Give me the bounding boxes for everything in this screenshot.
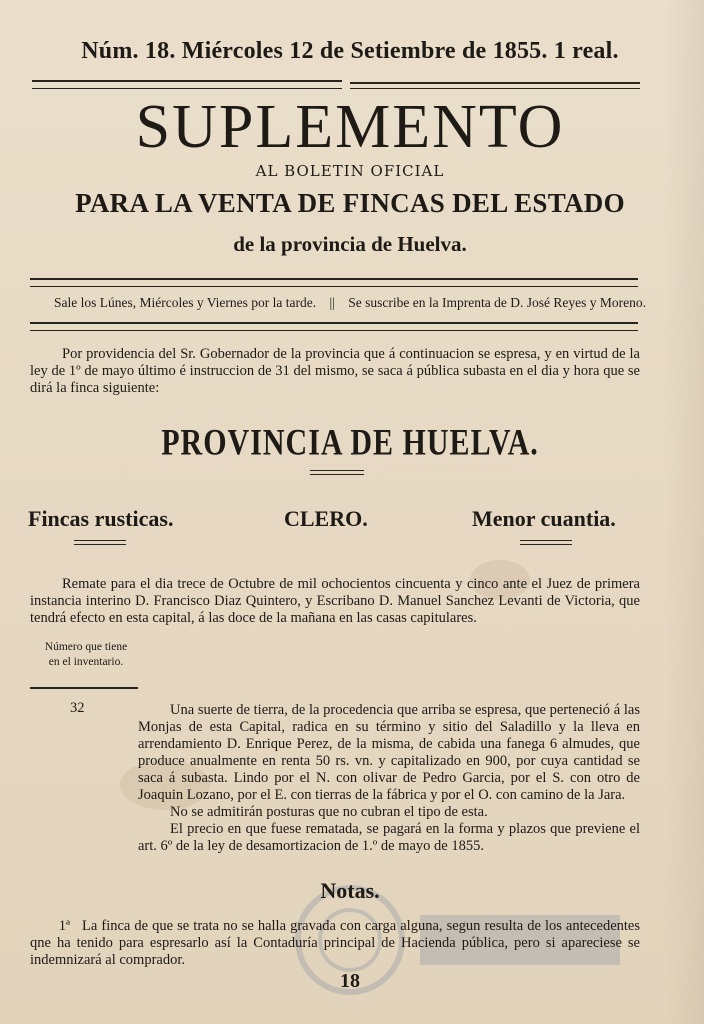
- issue-line: Núm. 18. Miércoles 12 de Setiembre de 1855. 1 real.: [81, 38, 619, 64]
- category-center: CLERO.: [284, 506, 368, 531]
- publication-separator: ||: [329, 295, 335, 310]
- inventory-description-3: El precio en que fuese rematada, se pagará en la forma y plazos que previene el art. 6º de la ley de desamortizacion de 1.º de mayo de 1855.: [138, 821, 640, 854]
- masthead-subtitle-2: PARA LA VENTA DE FINCAS DEL ESTADO: [75, 188, 625, 218]
- category-divider-left: [74, 540, 126, 545]
- publication-line: [26, 295, 674, 311]
- inventory-description-2: No se admitirán posturas que no cubran el tipo de esta.: [170, 804, 488, 820]
- category-divider-right: [520, 540, 572, 545]
- category-left: Fincas rusticas.: [28, 506, 174, 531]
- note-item-number: 1ª: [58, 918, 70, 934]
- masthead-rule: [30, 278, 638, 287]
- province-divider: [310, 470, 364, 475]
- province-heading: PROVINCIA DE HUELVA.: [161, 422, 539, 464]
- header-rule-right: [350, 82, 640, 89]
- inventory-description-1: Una suerte de tierra, de la procedencia que arriba se espresa, que perteneció á las Monjas de esta Capital, radica en su término y sitio del Saladillo y la lleva en arrendamiento D. Enrique Perez, de la misma, de cabida una fanega 6 almudes, que produce anualmente en renta 50 rs. vn. y capitalizado en 900, por cuya cantidad se saca á subasta. Lindo por el N. con olivar de Pedro Garcia, por el S. con otro de Joaquin Lozano, por el E. con tierras de la fábrica y por el O. con camino de la Jara.: [138, 702, 640, 803]
- masthead-title: SUPLEMENTO: [135, 93, 565, 161]
- publication-subscription: Se suscribe en la Imprenta de D. José Reyes y Moreno.: [348, 295, 646, 310]
- notes-heading: Notas.: [320, 878, 380, 903]
- header-rule-left: [32, 80, 342, 89]
- inventory-description: [138, 702, 640, 855]
- note-item-text: La finca de que se trata no se halla gravada con carga alguna, segun resulta de los antecedentes qne ha tenido para espresarlo así la Contaduría principal de Hacienda pública, pero si apareciese se indemnizará al comprador.: [30, 918, 640, 968]
- publication-rule: [30, 322, 638, 331]
- publication-schedule: Sale los Lúnes, Miércoles y Viernes por la tarde.: [54, 295, 317, 310]
- note-item: [30, 918, 640, 969]
- category-right: Menor cuantia.: [472, 506, 616, 531]
- inventory-label-rule: [30, 687, 138, 689]
- inventory-number: 32: [70, 700, 85, 716]
- page-number: 18: [340, 970, 360, 992]
- masthead-subtitle-1: AL BOLETIN OFICIAL: [255, 162, 445, 180]
- inventory-label: Número que tiene en el inventario.: [44, 641, 128, 668]
- auction-paragraph: Remate para el dia trece de Octubre de mil ochocientos cincuenta y cinco ante el Juez de primera instancia interino D. Francisco Diaz Quintero, y Escribano D. Manuel Sanchez Levanti de Victoria, que tendrá efecto en esta capital, á las doce de la mañana en las casas capitulares.: [30, 576, 640, 626]
- masthead-subtitle-3: de la provincia de Huelva.: [233, 232, 467, 256]
- intro-paragraph: Por providencia del Sr. Gobernador de la provincia que á continuacion se espresa, y en virtud de la ley de 1º de mayo último é instruccion de 31 del mismo, se saca á pública subasta en el dia y hora que se dirá la finca siguiente:: [30, 346, 640, 396]
